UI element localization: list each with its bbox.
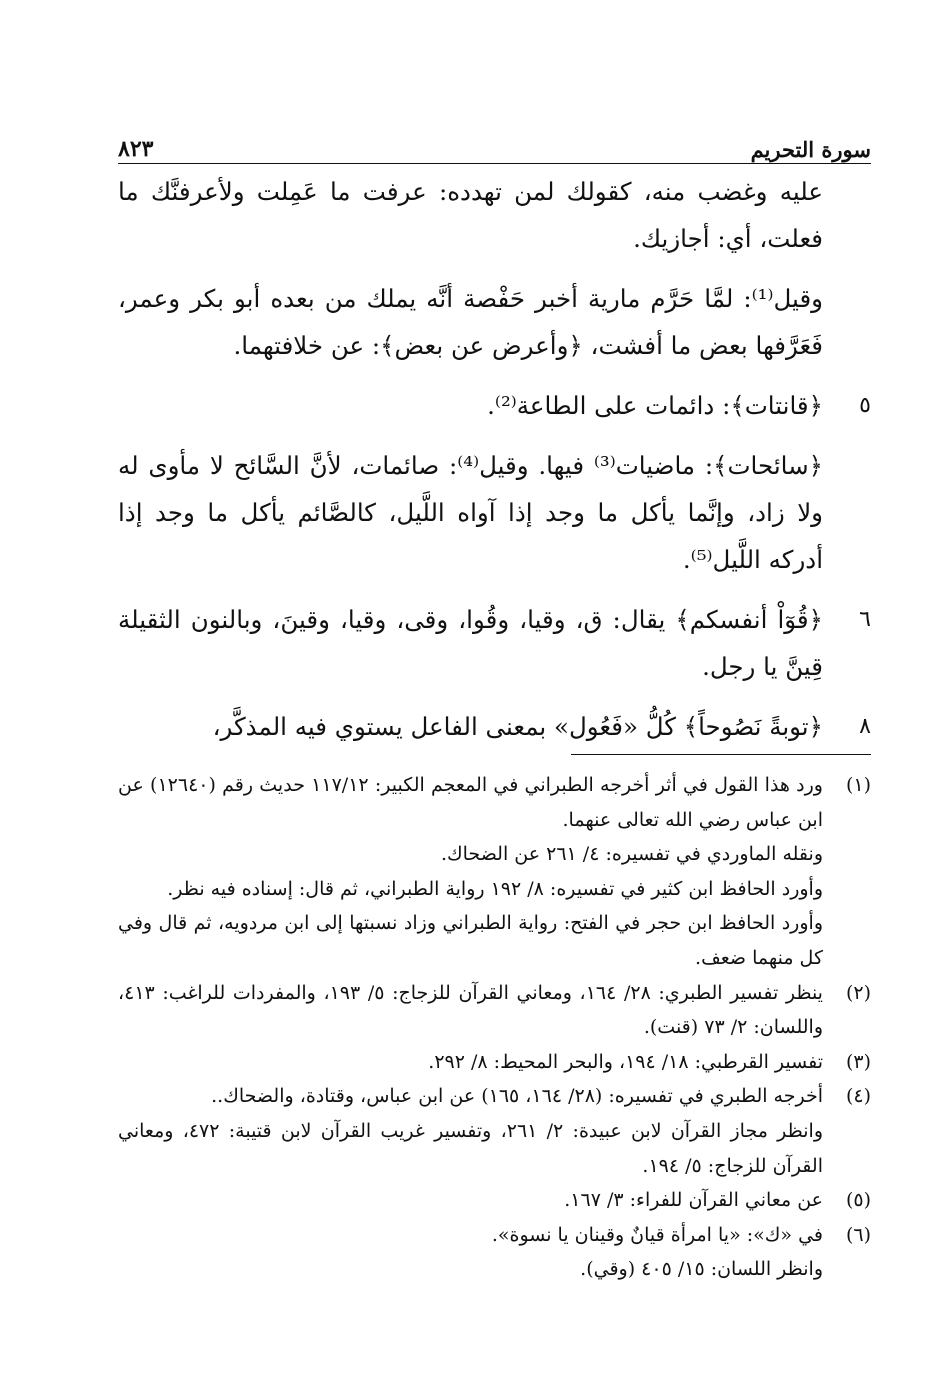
- footnote-mark: (٣): [845, 1050, 871, 1073]
- footnote: [118, 1079, 871, 1114]
- footnote-mark: (٢): [845, 981, 871, 1004]
- footnote-text: ينظر تفسير الطبري: ٢٨/ ١٦٤، ومعاني القرآن للزجاج: ٥/ ١٩٣، والمفردات للراغب: ٤١٣، واللسان: ٢/ ٧٣ (قنت).: [118, 981, 823, 1039]
- footnote: [118, 768, 871, 837]
- footnote-text: وأورد الحافظ ابن كثير في تفسيره: ٨/ ١٩٢ رواية الطبراني، ثم قال: إسناده فيه نظر.: [167, 877, 823, 900]
- footnote-continuation: [118, 1252, 871, 1287]
- footnote-mark: (٦): [845, 1223, 871, 1246]
- paragraph-text: ﴿سائحات﴾: ماضيات⁽³⁾ فيها. وقيل⁽⁴⁾: صائمات، لأنَّ السَّائح لا مأوى له ولا زاد، وإنَّما يأكل ما وجد إذا آواه اللَّيل، كالصَّائم يأكل ما وجد إذا أدركه اللَّيل⁽⁵⁾.: [118, 451, 823, 574]
- footnote-text: في «ك»: «يا امرأة قيانٌ وقينان يا نسوة».: [491, 1223, 823, 1246]
- footnote-text: وانظر اللسان: ١٥/ ٤٠٥ (وقي).: [580, 1258, 823, 1281]
- footnote-separator: [571, 754, 871, 755]
- paragraph-text: عليه وغضب منه، كقولك لمن تهدده: عرفت ما عَمِلت ولأعرفنَّك ما فعلت، أي: أجازيك.: [118, 177, 823, 253]
- footnote-text: أخرجه الطبري في تفسيره: (٢٨/ ١٦٤، ١٦٥) عن ابن عباس، وقتادة، والضحاك..: [211, 1085, 823, 1108]
- paragraph-text: ﴿قانتات﴾: دائمات على الطاعة⁽²⁾.: [487, 391, 823, 420]
- verse-number: ٦: [859, 607, 871, 632]
- paragraph: [118, 703, 871, 750]
- footnote-text: ونقله الماوردي في تفسيره: ٤/ ٢٦١ عن الضحاك.: [440, 843, 823, 866]
- page-number: ٨٢٣: [118, 136, 154, 162]
- footnote-continuation: [118, 837, 871, 872]
- paragraph: [118, 382, 871, 429]
- footnote-mark: (٤): [845, 1085, 871, 1108]
- footnote-text: وانظر مجاز القرآن لابن عبيدة: ٢/ ٢٦١، وتفسير غريب القرآن لابن قتيبة: ٤٧٢، ومعاني القرآن للزجاج: ٥/ ١٩٤.: [118, 1119, 823, 1177]
- paragraph-text: وقيل⁽¹⁾: لمَّا حَرَّم مارية أخبر حَفْصة أنَّه يملك من بعده أبو بكر وعمر، فَعَرَّفها بعض ما أفشت، ﴿وأعرض عن بعض﴾: عن خلافتهما.: [118, 284, 823, 360]
- paragraph-text: ﴿توبةً نَصُوحاً﴾ كُلُّ «فَعُول» بمعنى الفاعل يستوي فيه المذكَّر،: [212, 712, 823, 741]
- footnote-continuation: [118, 906, 871, 975]
- verse-number: ٨: [859, 714, 871, 739]
- paragraph: [118, 168, 871, 262]
- footnote: [118, 1218, 871, 1253]
- running-title: سورة التحريم: [750, 137, 871, 162]
- footnote-text: عن معاني القرآن للفراء: ٣/ ١٦٧.: [564, 1189, 823, 1212]
- footnote-continuation: [118, 1114, 871, 1183]
- header-rule: [118, 163, 871, 164]
- paragraph: [118, 442, 871, 583]
- footnote-text: وأورد الحافظ ابن حجر في الفتح: رواية الطبراني وزاد نسبتها إلى ابن مردويه، ثم قال وفي كل منهما ضعف.: [118, 912, 823, 969]
- page-header: [118, 126, 871, 162]
- footnote-mark: (٥): [845, 1189, 871, 1212]
- footnote-mark: (١): [845, 774, 871, 796]
- footnote: [118, 976, 871, 1045]
- paragraph-text: ﴿قُوٓاْ أنفسكم﴾ يقال: ق، وقيا، وقُوا، وقى، وقيا، وقينَ، وبالنون الثقيلة قِينَّ يا رجل.: [118, 605, 823, 681]
- paragraph: [118, 596, 871, 690]
- footnote: [118, 1045, 871, 1080]
- footnote-text: تفسير القرطبي: ١٨/ ١٩٤، والبحر المحيط: ٨/ ٢٩٢.: [428, 1050, 823, 1073]
- footnote-continuation: [118, 872, 871, 907]
- paragraph: [118, 275, 871, 369]
- main-text: [118, 168, 871, 763]
- footnote: [118, 1183, 871, 1218]
- footnote-text: ورد هذا القول في أثر أخرجه الطبراني في المعجم الكبير: ١١٧/١٢ حديث رقم (١٢٦٤٠) عن ابن عباس رضي الله تعالى عنهما.: [118, 774, 823, 831]
- footnotes: [118, 768, 871, 1287]
- verse-number: ٥: [859, 393, 871, 418]
